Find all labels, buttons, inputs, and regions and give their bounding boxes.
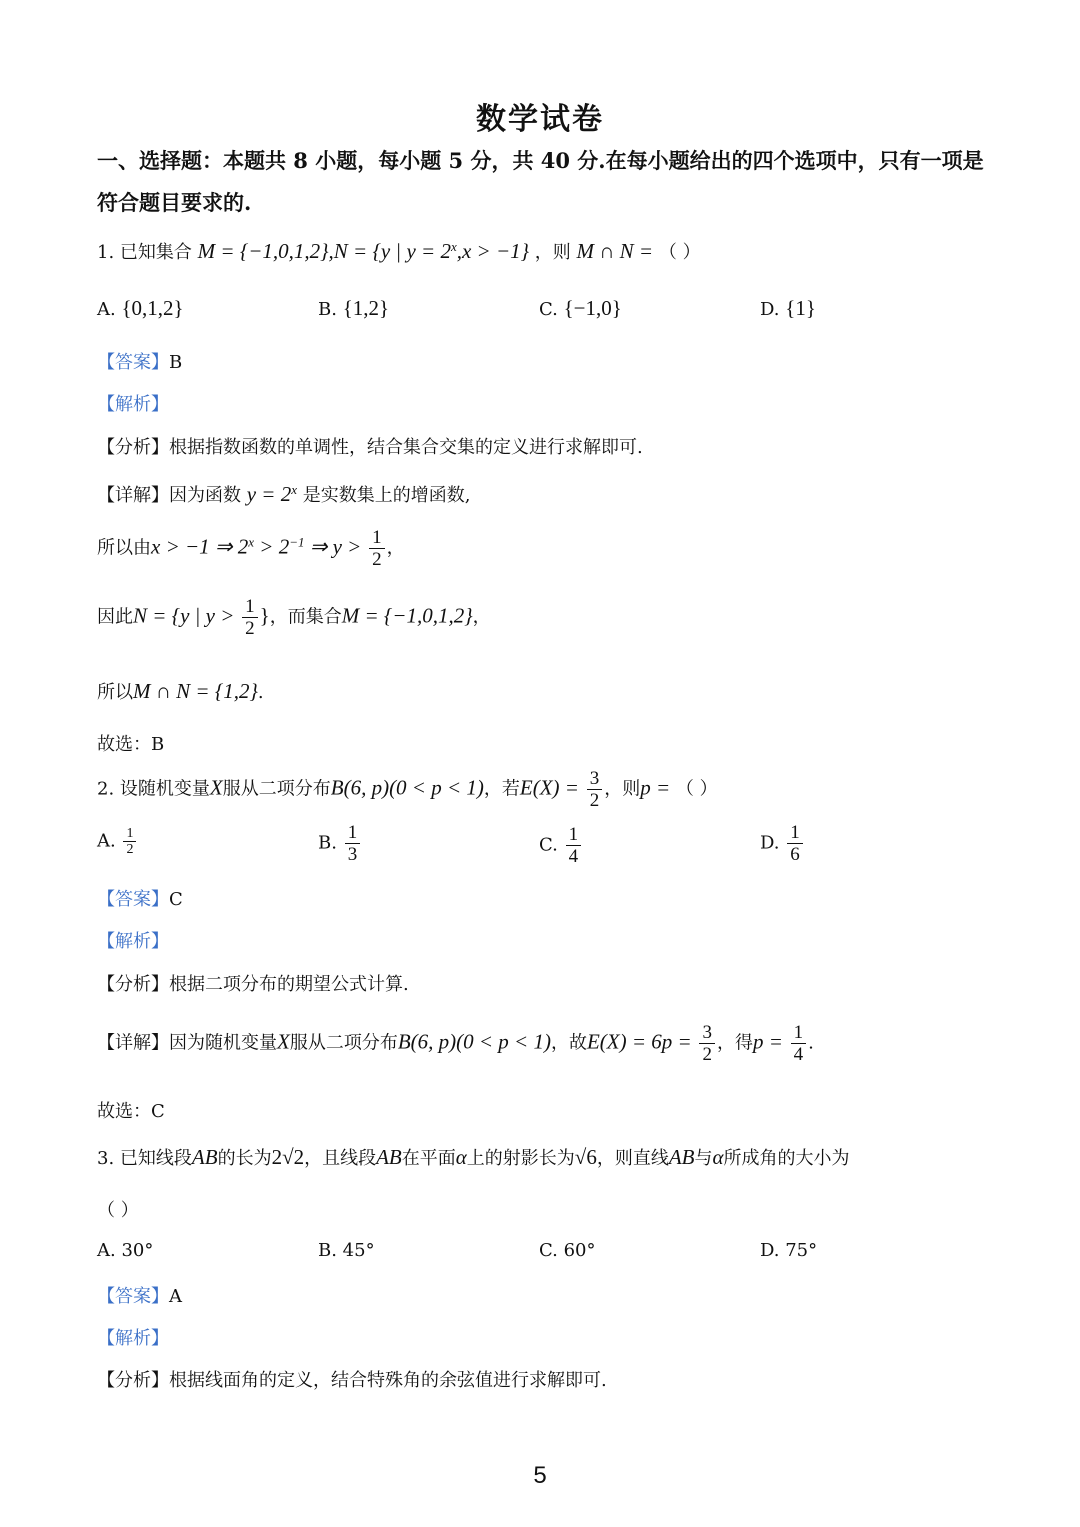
stem-text: ，则 (604, 778, 641, 800)
option-label: D. (760, 299, 780, 320)
q1-stem (97, 238, 701, 264)
jiexi-tag: 【解析】 (97, 394, 169, 415)
segment-ab: AB (668, 1145, 695, 1169)
q3-paren: （ ） (97, 1200, 139, 1221)
detail-math: y = 2 (246, 482, 292, 506)
fraction-one-quarter (791, 1022, 807, 1065)
q2-paren: （ ） (675, 778, 718, 800)
q2-option-c[interactable] (539, 824, 583, 867)
frac-den: 3 (347, 844, 358, 865)
detail-text: 因此 (97, 606, 133, 628)
frac-num: 1 (791, 1022, 807, 1044)
detail-text: . (808, 1032, 814, 1054)
stem-text: ，且线段 (304, 1148, 377, 1169)
option-value: {0,1,2} (121, 296, 184, 320)
detail-text: 所以由 (97, 537, 151, 559)
detail-text: 因为随机变量 (169, 1032, 277, 1054)
detail-math: E(X) = 6p = (586, 1029, 692, 1054)
stem-text: 服从二项分布 (222, 778, 331, 800)
q1-fenxi (97, 433, 643, 459)
option-label: D. (760, 832, 780, 854)
stem-text: 所成角的大小为 (723, 1148, 850, 1169)
detail-text: ，而集合 (269, 606, 342, 628)
option-fraction (123, 826, 136, 857)
q1-option-b[interactable] (318, 296, 389, 321)
q3-jiexi (97, 1324, 169, 1350)
q3-fenxi (97, 1366, 607, 1392)
option-fraction (566, 824, 582, 867)
fenxi-text: 根据二项分布的期望公式计算. (169, 974, 409, 995)
plane-alpha: α (712, 1145, 724, 1169)
var-x: X (277, 1029, 290, 1054)
length-value: 2√2 (271, 1145, 305, 1169)
stem-text: 的长为 (217, 1148, 272, 1169)
section-heading-line2: 符合题目要求的. (97, 190, 252, 215)
q3-option-c[interactable]: C. 60° (539, 1240, 596, 1261)
detail-text: ，故 (550, 1032, 587, 1054)
option-value: {1,2} (342, 296, 390, 320)
frac-num: 1 (123, 826, 136, 842)
answer-value: B (169, 352, 183, 373)
p-eq: p = (640, 775, 671, 800)
frac-num: 1 (369, 527, 385, 549)
choose-value: C (151, 1101, 165, 1122)
q1-choose (97, 730, 164, 756)
q1-detail-4 (97, 678, 264, 704)
detail-text: 所以 (97, 682, 133, 703)
option-value: {−1,0} (563, 296, 622, 320)
option-label: C. (539, 299, 558, 320)
fraction-three-halves (587, 768, 603, 811)
sup-x: x (291, 482, 298, 497)
sup-minus-one: −1 (289, 534, 305, 550)
q1-jiexi (97, 390, 169, 416)
q1-intersection: M ∩ N = (576, 239, 654, 263)
sup-x: x (248, 534, 255, 550)
q1-stem-pre: 已知集合 (119, 242, 192, 263)
answer-tag: 【答案】 (97, 352, 169, 373)
detail-math: x > −1 ⇒ 2 (151, 534, 249, 559)
detail-math: N = {y | y > (133, 603, 235, 628)
distribution: B(6, p)(0 < p < 1) (330, 775, 484, 800)
stem-text: ，若 (483, 778, 520, 800)
q3-number: 3. (97, 1148, 115, 1169)
stem-text: 与 (694, 1148, 713, 1169)
detail-text: ， (472, 606, 491, 628)
fenxi-tag: 【分析】 (97, 437, 169, 458)
q2-option-b[interactable] (318, 822, 362, 865)
q2-detail (97, 1022, 814, 1065)
q3-option-b[interactable]: B. 45° (318, 1240, 375, 1261)
q1-set-n-tail: ,x > −1} (456, 239, 530, 263)
segment-ab: AB (376, 1145, 402, 1169)
choose-value: B (151, 734, 165, 755)
section-heading-line1: 一、选择题：本题共 8 小题，每小题 5 分，共 40 分.在每小题给出的四个选项中，只有一项是 (97, 148, 984, 173)
q1-option-c[interactable] (539, 296, 622, 321)
frac-den: 2 (372, 549, 382, 570)
option-label: B. (318, 299, 337, 320)
option-label: A. (97, 830, 116, 852)
q1-answer (97, 348, 182, 374)
segment-ab: AB (191, 1145, 218, 1169)
plane-alpha: α (455, 1145, 467, 1169)
fenxi-text: 根据线面角的定义，结合特殊角的余弦值进行求解即可. (169, 1370, 607, 1391)
q2-number: 2. (97, 778, 115, 800)
detail-text: ， (386, 537, 405, 559)
q1-detail-1 (97, 481, 470, 507)
fenxi-tag: 【分析】 (97, 974, 169, 995)
q1-sup-x: x (450, 239, 457, 254)
fraction-one-half (242, 596, 258, 639)
fraction-one-half (369, 527, 385, 570)
frac-den: 2 (126, 842, 134, 857)
detail-text: ，得 (716, 1032, 753, 1054)
fraction-three-halves (699, 1022, 715, 1065)
q2-option-d[interactable] (760, 822, 805, 865)
option-label: A. (97, 299, 116, 320)
option-fraction (787, 822, 803, 865)
option-value: {1} (785, 296, 816, 320)
detail-text: . (257, 682, 264, 703)
detail-math: } (259, 603, 270, 628)
frac-den: 2 (702, 1044, 712, 1065)
q1-number: 1. (97, 242, 115, 263)
frac-num: 3 (699, 1022, 715, 1044)
detail-text: 因为函数 (169, 485, 241, 506)
page-title: 数学试卷 (476, 102, 604, 137)
page-number: 5 (533, 1462, 547, 1489)
q1-option-a[interactable] (97, 296, 184, 321)
var-x: X (209, 775, 223, 800)
stem-text: ，则直线 (596, 1148, 669, 1169)
q1-paren: （ ） (658, 242, 701, 263)
detail-text: 服从二项分布 (289, 1032, 398, 1054)
distribution: B(6, p)(0 < p < 1) (397, 1029, 551, 1054)
frac-num: 1 (787, 822, 803, 844)
q2-answer (97, 885, 183, 911)
fenxi-tag: 【分析】 (97, 1370, 169, 1391)
q3-option-a[interactable]: A. 30° (97, 1240, 154, 1261)
answer-value: C (169, 889, 183, 910)
option-label: B. (318, 832, 337, 854)
answer-tag: 【答案】 (97, 1286, 169, 1307)
frac-den: 2 (245, 618, 255, 639)
choose-label: 故选： (97, 1101, 151, 1122)
q2-choose (97, 1097, 165, 1123)
answer-tag: 【答案】 (97, 889, 169, 910)
projection-value: √6 (574, 1145, 597, 1169)
q2-fenxi (97, 970, 409, 996)
frac-den: 2 (589, 790, 600, 811)
q2-stem (97, 768, 718, 811)
frac-num: 1 (566, 824, 582, 846)
detail-math: M ∩ N = {1,2} (133, 679, 258, 703)
jiexi-tag: 【解析】 (97, 1328, 169, 1349)
stem-text: 设随机变量 (119, 778, 210, 800)
stem-text: 在平面 (401, 1148, 456, 1169)
frac-den: 4 (568, 846, 579, 867)
frac-num: 3 (587, 768, 603, 790)
detail-text: 是实数集上的增函数, (302, 485, 471, 506)
q1-stem-mid: ，则 (534, 242, 571, 263)
jiexi-tag: 【解析】 (97, 931, 169, 952)
q2-jiexi (97, 927, 169, 953)
option-fraction (345, 822, 361, 865)
option-label: C. (539, 834, 558, 856)
q1-detail-3 (97, 596, 491, 639)
frac-num: 1 (345, 822, 361, 844)
q2-option-a[interactable] (97, 826, 138, 857)
detail-math: ⇒ y > (304, 534, 362, 559)
q3-stem (97, 1144, 850, 1170)
q1-detail-2 (97, 527, 405, 570)
frac-num: 1 (242, 596, 258, 618)
detail-math: > 2 (254, 534, 290, 559)
detail-math: M = {−1,0,1,2} (341, 603, 473, 628)
q1-set-m: M = {−1,0,1,2},N = {y | y = 2 (197, 239, 451, 263)
q3-option-d[interactable]: D. 75° (760, 1240, 818, 1261)
detail-math: p = (752, 1029, 783, 1054)
xiangjie-tag: 【详解】 (97, 1032, 169, 1054)
stem-text: 上的射影长为 (466, 1148, 575, 1169)
expectation: E(X) = (519, 775, 579, 800)
choose-label: 故选： (97, 734, 151, 755)
fenxi-text: 根据指数函数的单调性，结合集合交集的定义进行求解即可. (169, 437, 643, 458)
xiangjie-tag: 【详解】 (97, 485, 169, 506)
frac-den: 6 (790, 844, 800, 865)
frac-den: 4 (793, 1044, 804, 1065)
q1-option-d[interactable] (760, 296, 816, 321)
answer-value: A (169, 1286, 182, 1307)
stem-text: 已知线段 (119, 1148, 192, 1169)
q3-answer (97, 1282, 182, 1308)
